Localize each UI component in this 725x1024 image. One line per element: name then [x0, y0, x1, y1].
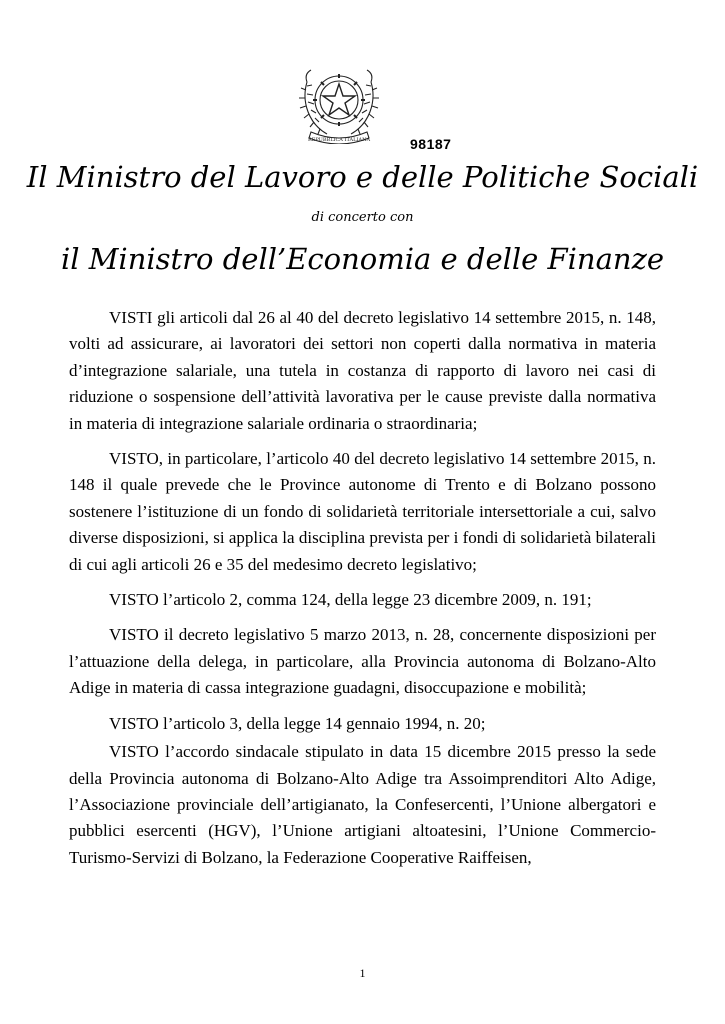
- ministry-title: Il Ministro del Lavoro e delle Politiche Sociali: [26, 160, 699, 194]
- italian-republic-emblem-icon: [297, 62, 381, 144]
- second-ministry-title: il Ministro dell’Economia e delle Finanze: [60, 242, 665, 276]
- document-body: [69, 305, 656, 880]
- paragraph: VISTO, in particolare, l’articolo 40 del decreto legislativo 14 settembre 2015, n. 148 il quale prevede che le Province autonome di Trento e di Bolzano possono sostenere l’istituzione di un fondo di solidarietà territoriale intersettoriale a cui, salvo diverse disposizioni, si applica la disciplina prevista per i fondi di solidarietà bilaterali di cui agli articoli 26 e 35 del medesimo decreto legislativo;: [69, 449, 656, 574]
- paragraph: VISTO l’accordo sindacale stipulato in data 15 dicembre 2015 presso la sede della Provincia autonoma di Bolzano-Alto Adige tra Assoimprenditori Alto Adige, l’Associazione provinciale dell’artigianato, la Confesercenti, l’Unione albergatori e pubblici esercenti (HGV), l’Unione artigiani altoatesini, l’Unione Commercio-Turismo-Servizi di Bolzano, la Federazione Cooperative Raiffeisen,: [69, 742, 656, 867]
- paragraph: VISTO l’articolo 2, comma 124, della legge 23 dicembre 2009, n. 191;: [109, 590, 592, 610]
- page-number: 1: [359, 966, 366, 980]
- paragraph: VISTO il decreto legislativo 5 marzo 2013, n. 28, concernente disposizioni per l’attuazione della delega, in particolare, alla Provincia autonoma di Bolzano-Alto Adige in materia di cassa integrazione guadagni, disoccupazione e mobilità;: [69, 625, 656, 698]
- svg-text:REPUBBLICA ITALIANA: REPUBBLICA ITALIANA: [307, 137, 371, 143]
- concert-line: di concerto con: [311, 210, 414, 225]
- protocol-number: 98187: [410, 136, 452, 152]
- paragraph: VISTI gli articoli dal 26 al 40 del decreto legislativo 14 settembre 2015, n. 148, volti ad assicurare, ai lavoratori dei settori non coperti dalla normativa in materia d’integrazione salariale, una tutela in costanza di rapporto di lavoro nei casi di riduzione o sospensione dell’attività lavorativa per le cause previste dalla normativa in materia di integrazione salariale ordinaria o straordinaria;: [69, 308, 656, 433]
- paragraph: VISTO l’articolo 3, della legge 14 gennaio 1994, n. 20;: [109, 713, 486, 733]
